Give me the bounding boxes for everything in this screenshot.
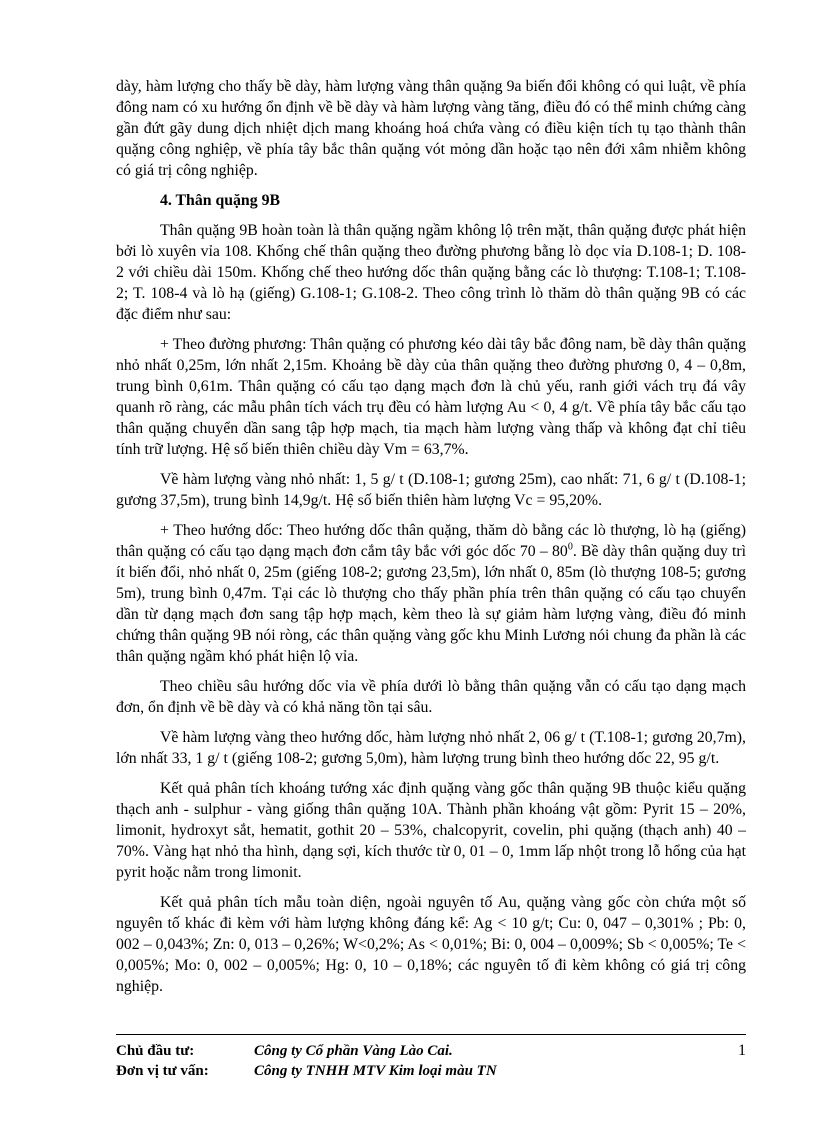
section-heading: 4. Thân quặng 9B [160, 192, 281, 209]
footer-investor-row [116, 1041, 746, 1061]
page-footer [116, 1034, 746, 1081]
paragraph-elements: Kết quả phân tích mẫu toàn diện, ngoài nguyên tố Au, quặng vàng gốc còn chứa một số nguyên tố khác đi kèm với hàm lượng không đáng kể: Ag < 10 g/t; Cu: 0, 047 – 0,301% ; Pb: 0, 002 – 0,043%; Zn: 0, 013 – 0,26%; W<0,2%; As < 0,01%; Bi: 0, 004 – 0,009%; Sb < 0,005%; Te < 0,005%; Mo: 0, 002 – 0,005%; Hg: 0, 10 – 0,18%; các nguyên tố đi kèm không có giá trị công nghiệp. [116, 894, 746, 995]
paragraph-grade-strike: Về hàm lượng vàng nhỏ nhất: 1, 5 g/ t (D.108-1; gương 25m), cao nhất: 71, 6 g/ t (D.108-1; gương 37,5m), trung bình 14,9g/t. Hệ số biến thiên hàm lượng Vc = 95,20%. [116, 471, 746, 509]
document-body [116, 76, 746, 1006]
paragraph-intro: Thân quặng 9B hoàn toàn là thân quặng ngầm không lộ trên mặt, thân quặng được phát hiện bởi lò xuyên vỉa 108. Khống chế thân quặng theo đường phương bằng lò dọc vỉa D.108-1; D. 108-2 với chiều dài 150m. Khống chế theo hướng dốc thân quặng bằng các lò thượng: T.108-1; T.108-2; T. 108-4 và lò hạ (giếng) G.108-1; G.108-2. Theo công trình lò thăm dò thân quặng 9B có các đặc điểm như sau: [116, 222, 746, 323]
footer-consultant-row [116, 1061, 746, 1081]
paragraph-strike: + Theo đường phương: Thân quặng có phương kéo dài tây bắc đông nam, bề dày thân quặng nhỏ nhất 0,25m, lớn nhất 2,15m. Khoảng bề dày của thân quặng theo đường phương 0, 4 – 0,8m, trung bình 0,61m. Thân quặng có cấu tạo dạng mạch đơn là chủ yếu, ranh giới vách trụ đá vây quanh rõ ràng, các mẫu phân tích vách trụ đều có hàm lượng Au < 0, 4 g/t. Về phía tây bắc cấu tạo thân quặng chuyển dần sang tập hợp mạch, tia mạch hàm lượng vàng thấp và không đạt chỉ tiêu tính trữ lượng. Hệ số biến thiên chiều dày Vm = 63,7%. [116, 336, 746, 458]
investor-value: Công ty Cổ phần Vàng Lào Cai. [254, 1043, 453, 1059]
consultant-value: Công ty TNHH MTV Kim loại màu TN [254, 1063, 497, 1079]
paragraph-dip [116, 520, 746, 667]
paragraph-continuation: dày, hàm lượng cho thấy bề dày, hàm lượng vàng thân quặng 9a biến đổi không có qui luật, về phía đông nam có xu hướng ổn định về bề dày và hàm lượng vàng tăng, điều đó có thể minh chứng càng gần đứt gãy dung dịch nhiệt dịch mang khoáng hoá chứa vàng có điều kiện tích tụ tạo thành thân quặng công nghiệp, về phía tây bắc thân quặng vót mỏng dần hoặc tạo nên đới xâm nhiễm không có giá trị công nghiệp. [116, 78, 746, 179]
paragraph-depth: Theo chiều sâu hướng dốc vỉa về phía dưới lò bằng thân quặng vẫn có cấu tạo dạng mạch đơn, ổn định về bề dày và có khả năng tồn tại sâu. [116, 678, 746, 716]
dip-text-before: + Theo hướng dốc: Theo hướng dốc thân quặng, thăm dò bằng các lò thượng, lò hạ (giếng) thân quặng có cấu tạo dạng mạch đơn cắm tây bắc với góc dốc 70 – 80 [116, 522, 746, 560]
consultant-label: Đơn vị tư vấn: [116, 1063, 209, 1079]
investor-label: Chủ đầu tư: [116, 1043, 195, 1059]
page-number: 1 [738, 1042, 746, 1059]
dip-text-after: . Bề dày thân quặng duy trì ít biến đổi, nhỏ nhất 0, 25m (giếng 108-2; gương 23,5m), lớn nhất 0, 85m (lò thượng 108-5; gương 5m), trung bình 0,47m. Tại các lò thượng cho thấy phần phía trên thân quặng có cấu tạo chuyển dần từ dạng mạch đơn sang tập hợp mạch, kèm theo là sự giảm hàm lượng vàng, điều đó minh chứng thân quặng 9B nói ròng, các thân quặng vàng gốc khu Minh Lương nói chung đa phần là các thân quặng ngầm khó phát hiện lộ vỉa. [116, 543, 746, 665]
paragraph-grade-dip: Về hàm lượng vàng theo hướng dốc, hàm lượng nhỏ nhất 2, 06 g/ t (T.108-1; gương 20,7m), lớn nhất 33, 1 g/ t (giếng 108-2; gương 5,0m), hàm lượng trung bình theo hướng dốc 22, 95 g/t. [116, 729, 746, 767]
degree-superscript: 0 [567, 541, 573, 553]
paragraph-mineralogy: Kết quả phân tích khoáng tướng xác định quặng vàng gốc thân quặng 9B thuộc kiểu quặng thạch anh - sulphur - vàng giống thân quặng 10A. Thành phần khoáng vật gồm: Pyrit 15 – 20%, limonit, hydroxyt sắt, hematit, gothit 20 – 53%, chalcopyrit, covelin, phi quặng (thạch anh) 40 – 70%. Vàng hạt nhỏ tha hình, dạng sợi, kích thước từ 0, 01 – 0, 1mm lấp nhột trong lỗ hổng của hạt pyrit hoặc nằm trong limonit. [116, 780, 746, 881]
